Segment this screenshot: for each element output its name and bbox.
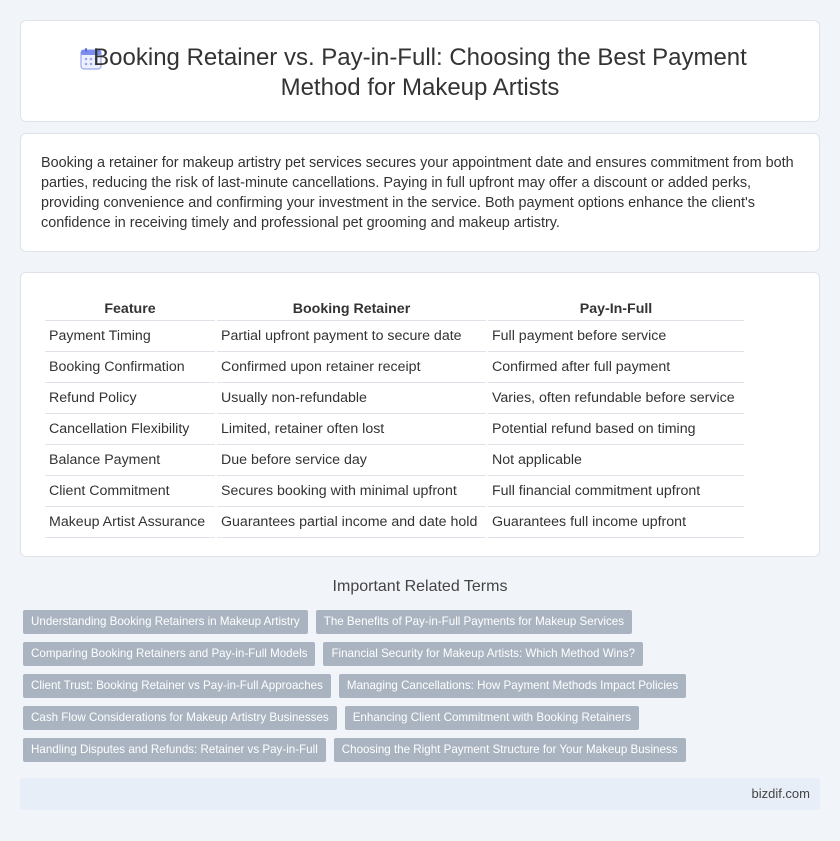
table-cell-pay-in-full: Full financial commitment upfront (488, 476, 744, 507)
table-cell-retainer: Usually non-refundable (217, 383, 486, 414)
table-row (45, 507, 744, 538)
table-cell-retainer: Limited, retainer often lost (217, 414, 486, 445)
related-terms-heading: Important Related Terms (332, 578, 508, 595)
table-cell-feature: Client Commitment (45, 476, 215, 507)
table-cell-feature: Payment Timing (45, 321, 215, 352)
table-cell-feature: Balance Payment (45, 445, 215, 476)
related-term-tag[interactable]: Handling Disputes and Refunds: Retainer vs Pay-in-Full (23, 738, 326, 762)
column-header-pay-in-full: Pay-In-Full (488, 293, 744, 321)
table-cell-pay-in-full: Confirmed after full payment (488, 352, 744, 383)
table-cell-pay-in-full: Not applicable (488, 445, 744, 476)
table-cell-retainer: Due before service day (217, 445, 486, 476)
column-header-booking-retainer: Booking Retainer (217, 293, 486, 321)
related-term-tag[interactable]: The Benefits of Pay-in-Full Payments for Makeup Services (316, 610, 632, 634)
page-title: Booking Retainer vs. Pay-in-Full: Choosing the Best Payment Method for Makeup Artists (93, 44, 747, 101)
related-term-tag[interactable]: Cash Flow Considerations for Makeup Artistry Businesses (23, 706, 337, 730)
related-term-tag[interactable]: Enhancing Client Commitment with Booking Retainers (345, 706, 639, 730)
related-term-tag[interactable]: Comparing Booking Retainers and Pay-in-Full Models (23, 642, 315, 666)
footer-site-link[interactable]: bizdif.com (751, 786, 810, 801)
table-cell-feature: Makeup Artist Assurance (45, 507, 215, 538)
table-cell-retainer: Confirmed upon retainer receipt (217, 352, 486, 383)
table-row (45, 476, 744, 507)
table-cell-pay-in-full: Varies, often refundable before service (488, 383, 744, 414)
table-cell-feature: Booking Confirmation (45, 352, 215, 383)
related-term-tag[interactable]: Understanding Booking Retainers in Makeup Artistry (23, 610, 308, 634)
table-cell-pay-in-full: Potential refund based on timing (488, 414, 744, 445)
table-cell-retainer: Secures booking with minimal upfront (217, 476, 486, 507)
intro-text: Booking a retainer for makeup artistry pet services secures your appointment date and ensures commitment from both parties, reducing the risk of last-minute cancellations. Paying in full upfront may offer a discount or added perks, providing convenience and confirming your investment in the service. Both payment options enhance the client's confidence in receiving timely and professional pet grooming and makeup artistry. (41, 155, 794, 231)
table-cell-feature: Refund Policy (45, 383, 215, 414)
related-term-tag[interactable]: Client Trust: Booking Retainer vs Pay-in-Full Approaches (23, 674, 331, 698)
column-header-feature: Feature (45, 293, 215, 321)
table-row (45, 321, 744, 352)
table-row (45, 352, 744, 383)
intro-card (20, 133, 820, 252)
table-cell-retainer: Guarantees partial income and date hold (217, 507, 486, 538)
table-header-row (45, 293, 744, 321)
table-cell-pay-in-full: Guarantees full income upfront (488, 507, 744, 538)
table-cell-feature: Cancellation Flexibility (45, 414, 215, 445)
comparison-table (43, 293, 746, 538)
related-term-tag[interactable]: Choosing the Right Payment Structure for Your Makeup Business (334, 738, 686, 762)
related-term-tag[interactable]: Financial Security for Makeup Artists: Which Method Wins? (323, 642, 642, 666)
table-cell-retainer: Partial upfront payment to secure date (217, 321, 486, 352)
comparison-card (20, 272, 820, 557)
related-term-tag[interactable]: Managing Cancellations: How Payment Methods Impact Policies (339, 674, 686, 698)
table-cell-pay-in-full: Full payment before service (488, 321, 744, 352)
related-terms-list (23, 610, 713, 770)
header-card (20, 20, 820, 122)
footer (20, 778, 820, 810)
table-row (45, 445, 744, 476)
table-row (45, 414, 744, 445)
table-row (45, 383, 744, 414)
